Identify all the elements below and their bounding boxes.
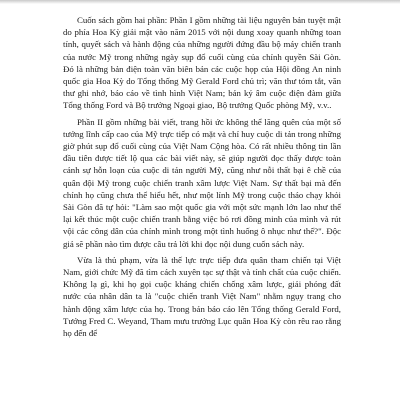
paragraph-perpetrator: Vừa là thủ phạm, vừa là thế lực trực tiếp đưa quân tham chiến tại Việt Nam, giới chức Mỹ đã tìm cách xuyên tạc sự thật và tính chất của cuộc chiến. Không lạ gì, khi họ gọi cuộc kháng chiến chống xâm lược, giải phóng đất nước của nhân dân ta là "cuộc chiến tranh Việt Nam" nhằm ngụy trang cho hành động xâm lược của họ. Trong bản báo cáo lên Tổng thống Gerald Ford, Tướng Fred C. Weyand, Tham mưu trưởng Lục quân Hoa Kỳ còn rêu rao rằng họ đến để bbox=[63, 254, 341, 339]
paragraph-part-one: Cuốn sách gồm hai phần: Phần I gồm những tài liệu nguyên bản tuyệt mật do phía Hoa Kỳ giải mật vào năm 2015 với nội dung xoay quanh những toan tính, quyết sách và hành động của những người đứng đầu bộ máy chiến tranh của nước Mỹ trong những ngày sụp đổ cuối cùng của chính quyền Sài Gòn. Đó là những bản điện toàn văn biên bản các cuộc họp của Hội đồng An ninh quốc gia Hoa Kỳ do Tổng thống Mỹ Gerald Ford chủ trì; văn thư tóm tắt, văn thư ghi nhớ, báo cáo về tình hình Việt Nam; bản ký âm cuộc điện đàm giữa Tổng thống Ford và Bộ trưởng Ngoại giao, Bộ trưởng Quốc phòng Mỹ, v.v.. bbox=[63, 15, 341, 111]
body-text bbox=[63, 14, 341, 339]
paragraph-part-two: Phần II gồm những bài viết, trang hồi ức không thể lãng quên của một số tướng lĩnh cấp cao của Mỹ trực tiếp có mặt và chỉ huy cuộc di tản trong những giờ phút sụp đổ cuối cùng của Việt Nam Cộng hòa. Có rất nhiều thông tin lần đầu tiên được tiết lộ qua các bài viết này, sẽ giúp người đọc thấy được toàn cảnh sự hỗn loạn của cuộc di tản người Mỹ, cũng như nỗi thất bại ê chề của quân đội Mỹ trong cuộc chiến tranh xâm lược Việt Nam. Sự thất bại mà đến chính họ cũng chưa thể hiểu hết, như một lính Mỹ trong cuộc tháo chạy khỏi Sài Gòn đã tự hỏi: "Làm sao một quốc gia với một sức mạnh lớn lao như thế lại kết thúc một cuộc chiến tranh bằng việc bỏ rơi đồng minh của mình và rút vội các công dân của chính mình trong một tình huống ô nhục như thế?". Độc giả sẽ phần nào tìm được câu trả lời khi đọc nội dung cuốn sách này. bbox=[63, 116, 341, 249]
page-top-edge bbox=[0, 0, 400, 4]
